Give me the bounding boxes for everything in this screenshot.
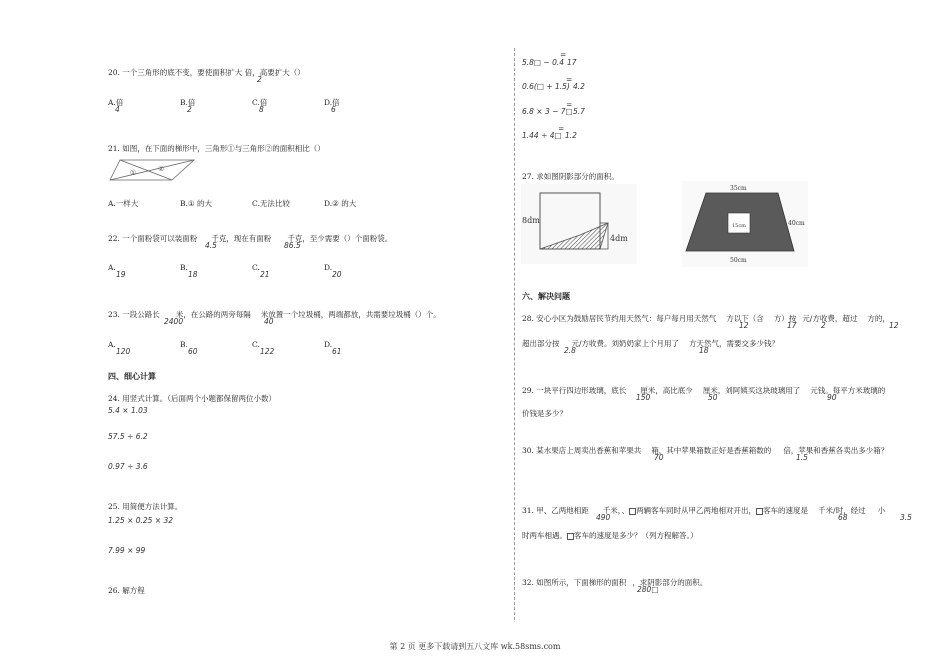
q20-frac: 2 <box>257 75 262 84</box>
q23-option-c[interactable]: C. <box>252 340 260 349</box>
q29-line-2: 价钱是多少？ <box>522 409 567 418</box>
q26-text: 26. 解方程 <box>108 586 145 595</box>
q28-line-1: 28. 安心小区为鼓励居民节约用天然气：每户每月用天然气 方以下（含 方）按 元/方收费，超过 方的， <box>522 314 890 323</box>
q23-option-d[interactable]: D. <box>324 340 333 349</box>
q27-figure-2 <box>682 181 808 267</box>
q29-number-2: 50 <box>708 393 718 402</box>
q20-option-a-value: 4 <box>115 105 120 114</box>
q21-label-2: ② <box>158 165 165 173</box>
q28-number-4: 12 <box>889 321 899 330</box>
q29-number-3: 90 <box>827 393 837 402</box>
q23-option-a[interactable]: A. <box>108 340 116 349</box>
q23-option-b[interactable]: B. <box>180 340 188 349</box>
q23-number-1: 2400 <box>164 317 184 326</box>
q20-text: 20. 一个三角形的底不变，要使面积扩大 倍，高要扩大（） <box>108 68 305 77</box>
q22-text: 22. 一个面粉袋可以装面粉 千克，现在有面粉 千克，至少需要（）个面粉袋。 <box>108 234 393 243</box>
equation-1: 5.8□ − 0.4 <box>522 58 564 67</box>
section-4-heading: 四、细心计算 <box>108 372 156 381</box>
q20-option-a[interactable]: A.倍 <box>108 98 124 107</box>
q27-fig2-bottom-label: 50cm <box>730 257 747 264</box>
q30-number-2: 1.5 <box>796 453 808 462</box>
section-6-heading: 六、解决问题 <box>522 292 570 301</box>
q29-line-1: 29. 一块平行四边形玻璃，底长 厘米，高比底少 厘米，刘阿姨买这块玻璃用了 元钱。每平方米玻璃的 <box>522 386 886 395</box>
q27-fig2-top-label: 35cm <box>730 185 747 192</box>
q20-option-b[interactable]: B.倍 <box>180 98 196 107</box>
q22-option-c[interactable]: C. <box>252 263 260 272</box>
q31-line-1: 31. 甲、乙两地相距 千米，、 两辆客车同时从甲乙两地相对开出， 客车的速度是 千米/时，经过 小 <box>522 506 886 515</box>
q22-option-a-value: 19 <box>116 270 126 279</box>
q24-item-3: 0.97 ÷ 3.6 <box>108 462 148 471</box>
q21-option-b[interactable]: B.① 的大 <box>180 199 213 208</box>
q25-item-1: 1.25 × 0.25 × 32 <box>108 516 174 525</box>
q22-option-d[interactable]: D. <box>324 263 333 272</box>
q23-text: 23. 一段公路长 米，在公路的两旁每隔 米放置一个垃圾桶，两端都放，共需要垃圾桶（）个。 <box>108 310 441 319</box>
equation-2: 0.6(□ + 1.5) <box>522 82 570 91</box>
q21-option-a[interactable]: A.一样大 <box>108 199 139 208</box>
q28-number-1: 12 <box>739 321 749 330</box>
equation-4: 1.44 ÷ 4□ <box>522 131 562 140</box>
equation-4-rhs: 1.2 <box>565 131 577 140</box>
q27-fig2-right-label: 40cm <box>788 220 805 227</box>
q24-text: 24. 用竖式计算。（后面两个小题都保留两位小数） <box>108 394 277 403</box>
equation-3-rhs: 5.7 <box>573 107 585 116</box>
q22-option-d-value: 20 <box>332 270 342 279</box>
q23-option-c-value: 122 <box>260 347 275 356</box>
placeholder-box <box>629 508 636 515</box>
q32-number-1: 280□ <box>637 585 659 594</box>
equation-2-rhs: 4.2 <box>573 82 585 91</box>
q27-fig1-left-label: 8dm <box>522 216 540 225</box>
q21-label-1: ① <box>130 169 137 177</box>
q27-figure-1 <box>520 183 638 265</box>
q30-text: 30. 某水果店上周卖出香蕉和苹果共 箱，其中苹果箱数正好是香蕉箱数的 倍，苹果和香蕉各卖出多少箱？ <box>522 446 889 455</box>
equation-1-rhs: 17 <box>567 58 577 67</box>
q29-number-1: 150 <box>636 393 651 402</box>
q25-item-2: 7.99 × 99 <box>108 546 146 555</box>
q22-option-a[interactable]: A. <box>108 263 116 272</box>
q22-number-2: 86.5 <box>284 241 301 250</box>
q28-number-2: 17 <box>787 321 797 330</box>
q27-fig1-right-label: 4dm <box>610 234 628 243</box>
q28-number-6: 18 <box>699 346 709 355</box>
q32-text: 32. 如图所示，下面梯形的面积 ，求阴影部分的面积。 <box>522 578 708 587</box>
q21-option-d[interactable]: D.② 的大 <box>324 199 357 208</box>
page-footer: 第 2 页 更多下载请到五八文库 wk.58sms.com <box>389 642 561 651</box>
equation-4-eq: = <box>558 124 565 133</box>
q31-number-3: 3.5 <box>900 513 912 522</box>
q28-number-3: 2 <box>821 321 826 330</box>
q22-option-c-value: 21 <box>260 270 270 279</box>
q21-trapezoid-figure <box>108 156 196 184</box>
q31-number-2: 68 <box>838 513 848 522</box>
q20-option-c[interactable]: C.倍 <box>252 98 268 107</box>
q31-number-1: 490 <box>596 513 611 522</box>
q23-option-b-value: 60 <box>188 347 198 356</box>
q20-option-d-value: 6 <box>331 105 336 114</box>
q22-option-b-value: 18 <box>188 270 198 279</box>
column-divider <box>514 48 515 620</box>
q27-fig2-inner-label: 15cm <box>732 223 746 229</box>
q22-number-1: 4.5 <box>205 241 217 250</box>
q27-text: 27. 求如图阴影部分的面积。 <box>522 172 619 181</box>
q21-option-c[interactable]: C.无法比较 <box>252 199 290 208</box>
equation-3: 6.8 × 3 − 7□ <box>522 107 573 116</box>
q25-text: 25. 用简便方法计算。 <box>108 502 183 511</box>
equation-2-eq: = <box>566 75 573 84</box>
q30-number-1: 70 <box>654 453 664 462</box>
q20-option-b-value: 2 <box>187 105 192 114</box>
placeholder-box <box>567 533 574 540</box>
q28-line-2: 超出部分按 元/方收费。刘奶奶家上个月用了 方天然气，需要交多少钱？ <box>522 339 780 348</box>
q23-option-a-value: 120 <box>116 347 131 356</box>
equation-1-eq: = <box>560 50 567 59</box>
q28-number-5: 2.8 <box>564 346 576 355</box>
q23-number-2: 40 <box>264 317 274 326</box>
q22-option-b[interactable]: B. <box>180 263 188 272</box>
q23-option-d-value: 61 <box>332 347 342 356</box>
placeholder-box <box>756 508 763 515</box>
q24-item-1: 5.4 × 1.03 <box>108 406 148 415</box>
q20-option-c-value: 8 <box>259 105 264 114</box>
q31-line-2: 时两车相遇。 客车的速度是多少？（列方程解答。） <box>522 531 698 540</box>
q20-option-d[interactable]: D.倍 <box>324 98 340 107</box>
q21-text: 21. 如图，在下面的梯形中，三角形①与三角形②的面积相比（） <box>108 144 325 153</box>
equation-3-eq: = <box>566 100 573 109</box>
q24-item-2: 57.5 ÷ 6.2 <box>108 432 148 441</box>
